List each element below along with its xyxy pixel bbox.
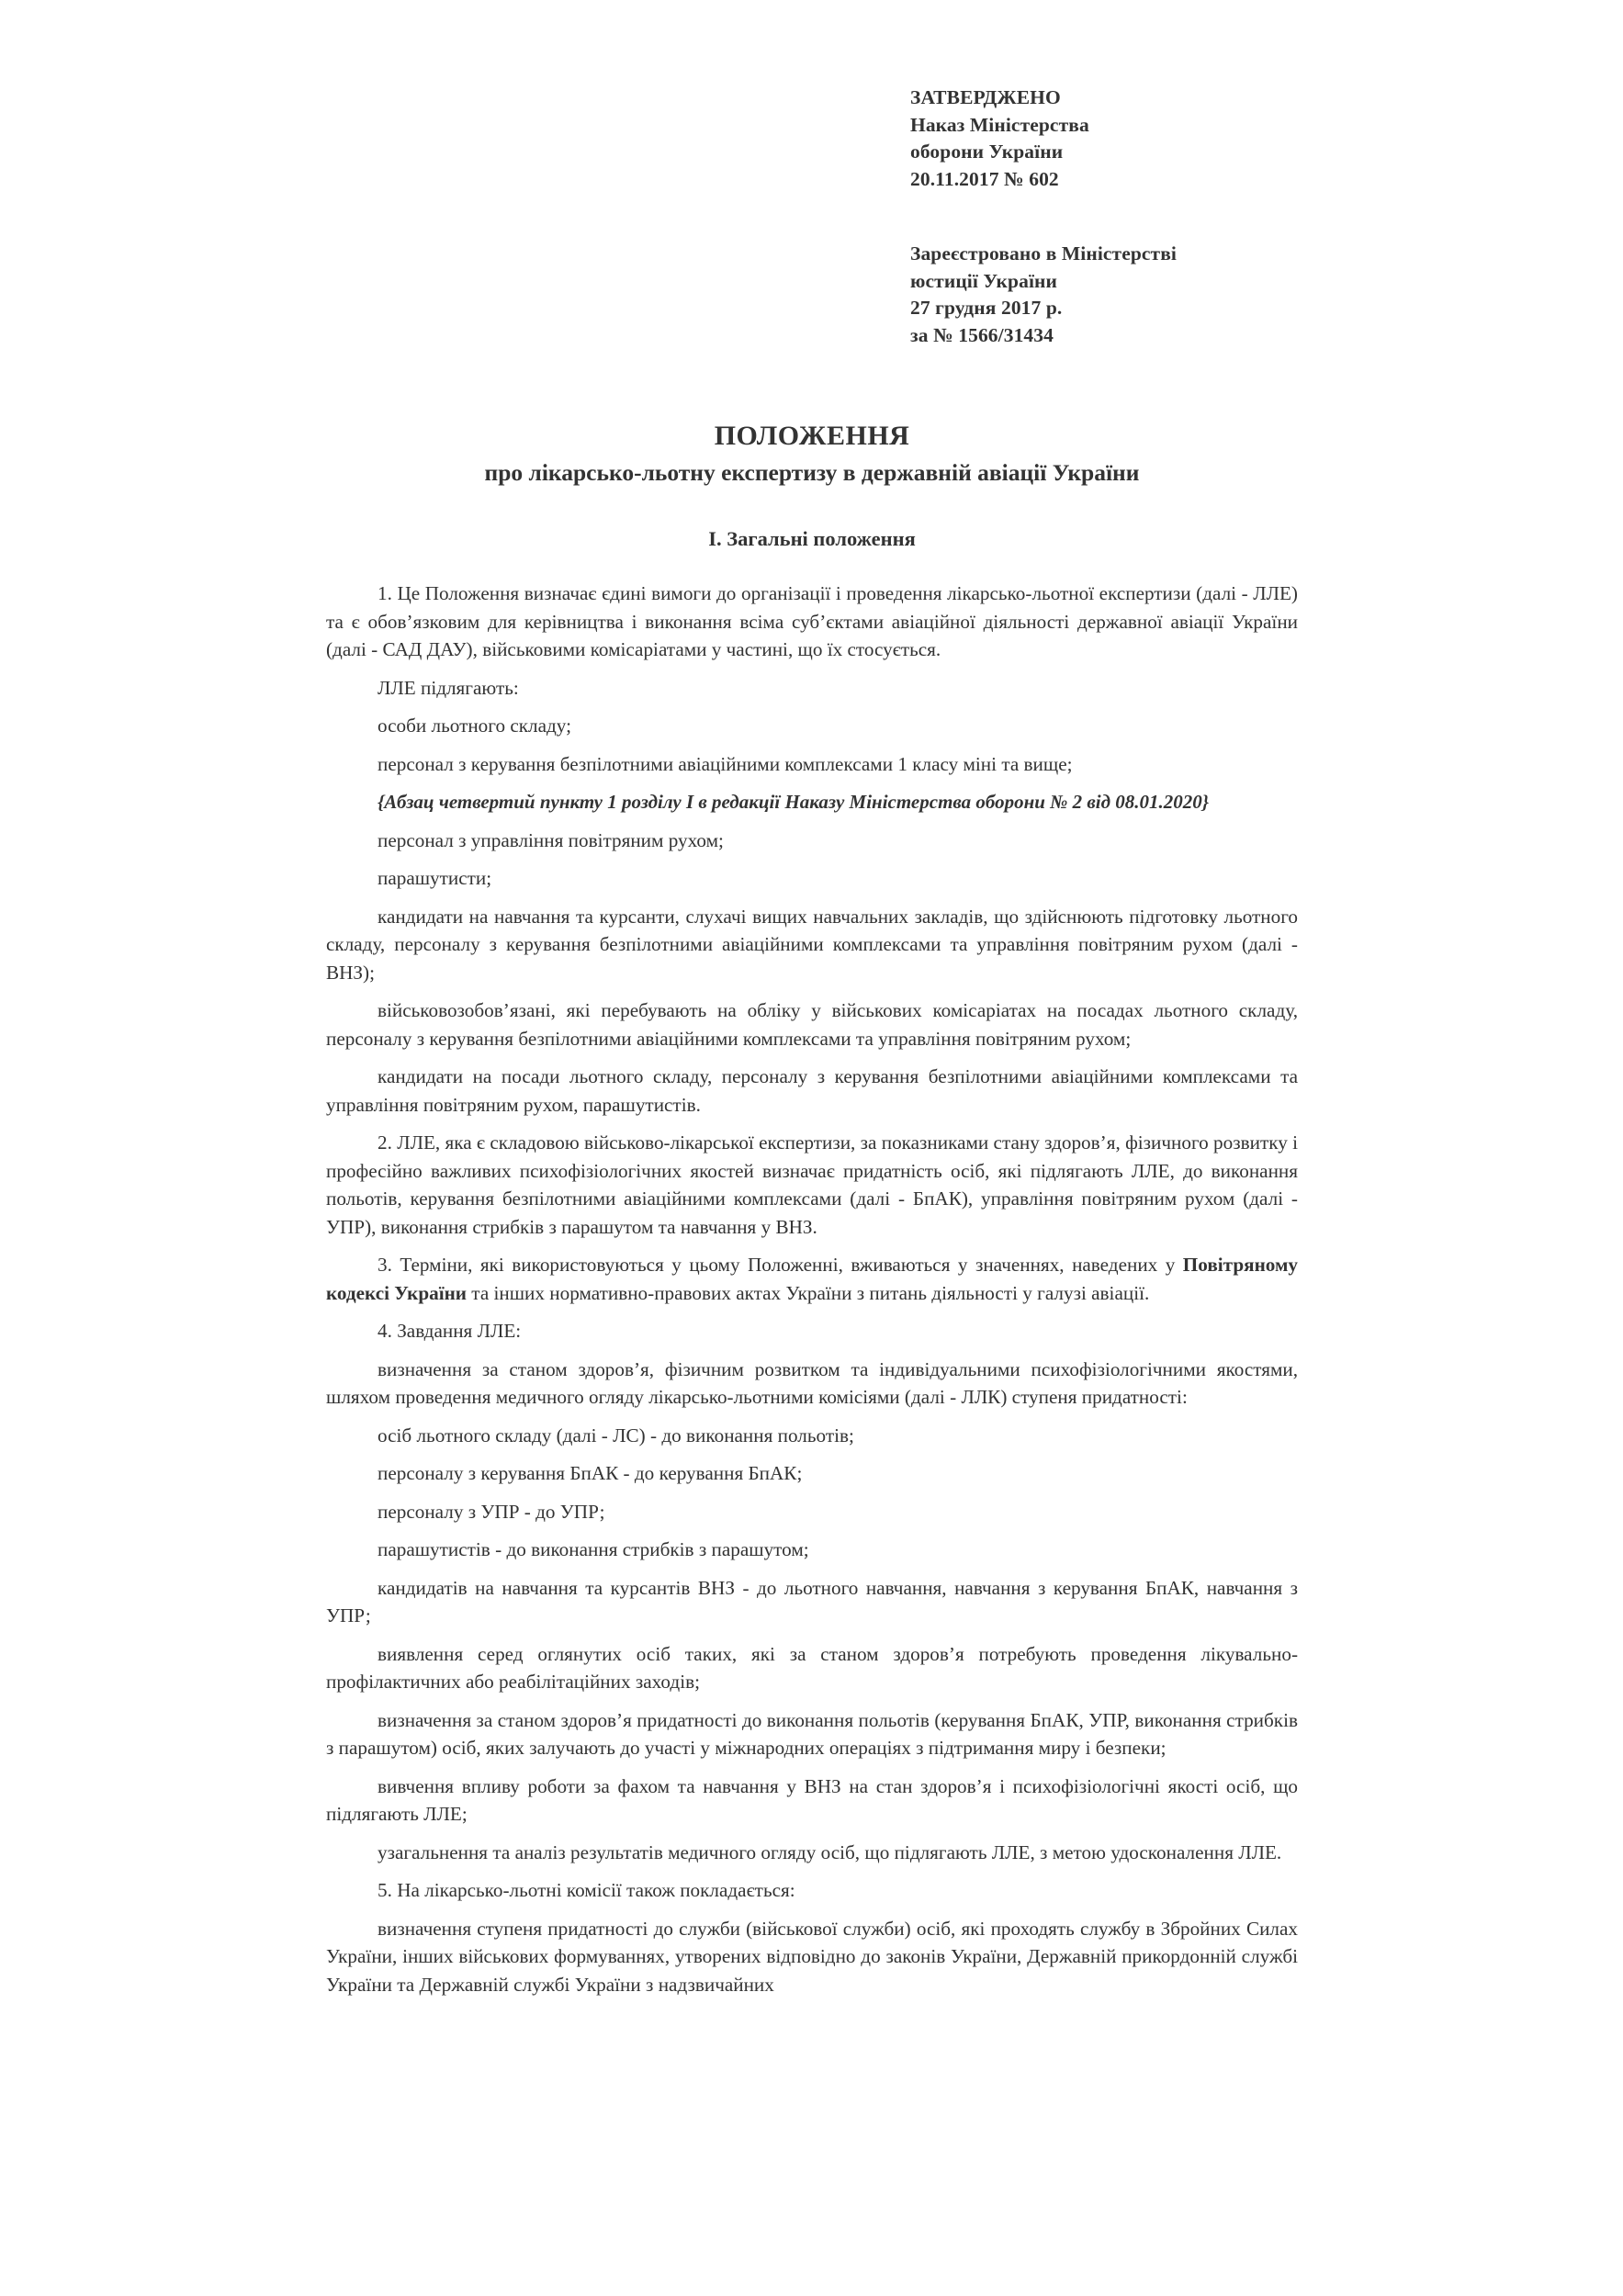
paragraph-14: визначення за станом здоров’я, фізичним розвитком та індивідуальними психофізіологічними якостями, шляхом проведення медичного огляду лікарсько-льотними комісіями (далі - ЛЛК) ступеня придатності: xyxy=(326,1357,1298,1408)
registration-line-4: за № 1566/31434 xyxy=(910,323,1054,346)
paragraph-10: кандидати на посади льотного складу, персоналу з керування безпілотними авіаційними комплексами та управління повітряним рухом, парашутистів. xyxy=(326,1065,1298,1116)
registration-line-3: 27 грудня 2017 р. xyxy=(910,297,1063,319)
document-subtitle: про лікарсько-льотну експертизу в державній авіації України xyxy=(484,459,1140,486)
paragraph-11: 2. ЛЛЕ, яка є складовою військово-лікарської експертизи, за показниками стану здоров’я, фізичного розвитку і професійно важливих психофізіологічних якостей визначає придатність осіб, які підлягають ЛЛЕ, до виконання польотів, керування безпілотними авіаційними комплексами (далі - БпАК), управління повітряним рухом (далі - УПР), виконання стрибків з парашутом та навчання у ВНЗ. xyxy=(326,1131,1298,1238)
registration-block xyxy=(910,241,1298,349)
paragraph-15: осіб льотного складу (далі - ЛС) - до виконання польотів; xyxy=(378,1424,854,1446)
paragraph-20: виявлення серед оглянутих осіб таких, які за станом здоров’я потребують проведення лікувально-профілактичних або реабілітаційних заходів; xyxy=(326,1642,1298,1693)
registration-line-2: юстиції України xyxy=(910,269,1057,292)
document-content-column xyxy=(326,0,1298,1998)
approval-line-4: 20.11.2017 № 602 xyxy=(910,167,1059,190)
paragraph-12 xyxy=(326,1251,1298,1307)
paragraph-7: парашутисти; xyxy=(378,867,492,889)
paragraph-19: кандидатів на навчання та курсантів ВНЗ - до льотного навчання, навчання з керування БпАК, навчання з УПР; xyxy=(326,1576,1298,1626)
paragraph-9: військовозобов’язані, які перебувають на обліку у військових комісаріатах на посадах льотного складу, персоналу з керування безпілотними авіаційними комплексами та управління повітряним рухом; xyxy=(326,999,1298,1050)
paragraph-4: персонал з керування безпілотними авіаційними комплексами 1 класу міні та вище; xyxy=(378,752,1073,775)
paragraph-24: 5. На лікарсько-льотні комісії також покладається: xyxy=(378,1879,795,1901)
paragraph-3: особи льотного складу; xyxy=(378,715,571,737)
paragraph-6: персонал з управління повітряним рухом; xyxy=(378,828,724,851)
paragraph-17: персоналу з УПР - до УПР; xyxy=(378,1500,605,1523)
approval-line-2: Наказ Міністерства xyxy=(910,113,1089,136)
approval-block xyxy=(910,84,1298,193)
paragraph-16: персоналу з керування БпАК - до керування БпАК; xyxy=(378,1462,803,1484)
paragraph-12-legal-reference: Повітряному кодексі України xyxy=(326,1254,1298,1304)
paragraph-13: 4. Завдання ЛЛЕ: xyxy=(378,1320,522,1342)
paragraph-12-text-before: 3. Терміни, які використовуються у цьому Положенні, вживаються у значеннях, наведених у xyxy=(378,1254,1183,1276)
approval-line-1: ЗАТВЕРДЖЕНО xyxy=(910,86,1061,108)
amendment-note-1: {Абзац четвертий пункту 1 розділу I в редакції Наказу Міністерства оборони № 2 від 08.01.2020} xyxy=(378,791,1210,813)
paragraph-1: 1. Це Положення визначає єдині вимоги до організації і проведення лікарсько-льотної експертизи (далі - ЛЛЕ) та є обов’язковим для керівництва і виконання всіма суб’єктами авіаційної діяльності державної авіації України (далі - САД ДАУ), військовими комісаріатами у частині, що їх стосується. xyxy=(326,582,1298,660)
paragraph-8: кандидати на навчання та курсанти, слухачі вищих навчальних закладів, що здійснюють підготовку льотного складу, персоналу з керування безпілотними авіаційними комплексами та управління повітряним рухом (далі - ВНЗ); xyxy=(326,905,1298,984)
approval-line-3: оборони України xyxy=(910,141,1064,163)
registration-line-1: Зареєстровано в Міністерстві xyxy=(910,242,1178,264)
document-title: ПОЛОЖЕННЯ xyxy=(714,421,910,451)
document-body xyxy=(326,580,1298,1998)
paragraph-2: ЛЛЕ підлягають: xyxy=(378,676,519,699)
section-heading: I. Загальні положення xyxy=(708,527,916,550)
paragraph-25: визначення ступеня придатності до служби (військової служби) осіб, які проходять службу в Збройних Силах України, інших військових формуваннях, утворених відповідно до законів України, Державній прикордонній службі України та Державній службі України з надзвичайних xyxy=(326,1917,1298,1996)
paragraph-12-text-after: та інших нормативно-правових актах України з питань діяльності у галузі авіації. xyxy=(467,1281,1150,1304)
paragraph-22: вивчення впливу роботи за фахом та навчання у ВНЗ на стан здоров’я і психофізіологічні якості осіб, що підлягають ЛЛЕ; xyxy=(326,1774,1298,1825)
paragraph-18: парашутистів - до виконання стрибків з парашутом; xyxy=(378,1538,809,1560)
paragraph-21: визначення за станом здоров’я придатності до виконання польотів (керування БпАК, УПР, виконання стрибків з парашутом) осіб, яких залучають до участі у міжнародних операціях з підтримання миру і безпеки; xyxy=(326,1708,1298,1759)
paragraph-23: узагальнення та аналіз результатів медичного огляду осіб, що підлягають ЛЛЕ, з метою удосконалення ЛЛЕ. xyxy=(378,1840,1282,1863)
document-header-blocks xyxy=(326,0,1298,349)
